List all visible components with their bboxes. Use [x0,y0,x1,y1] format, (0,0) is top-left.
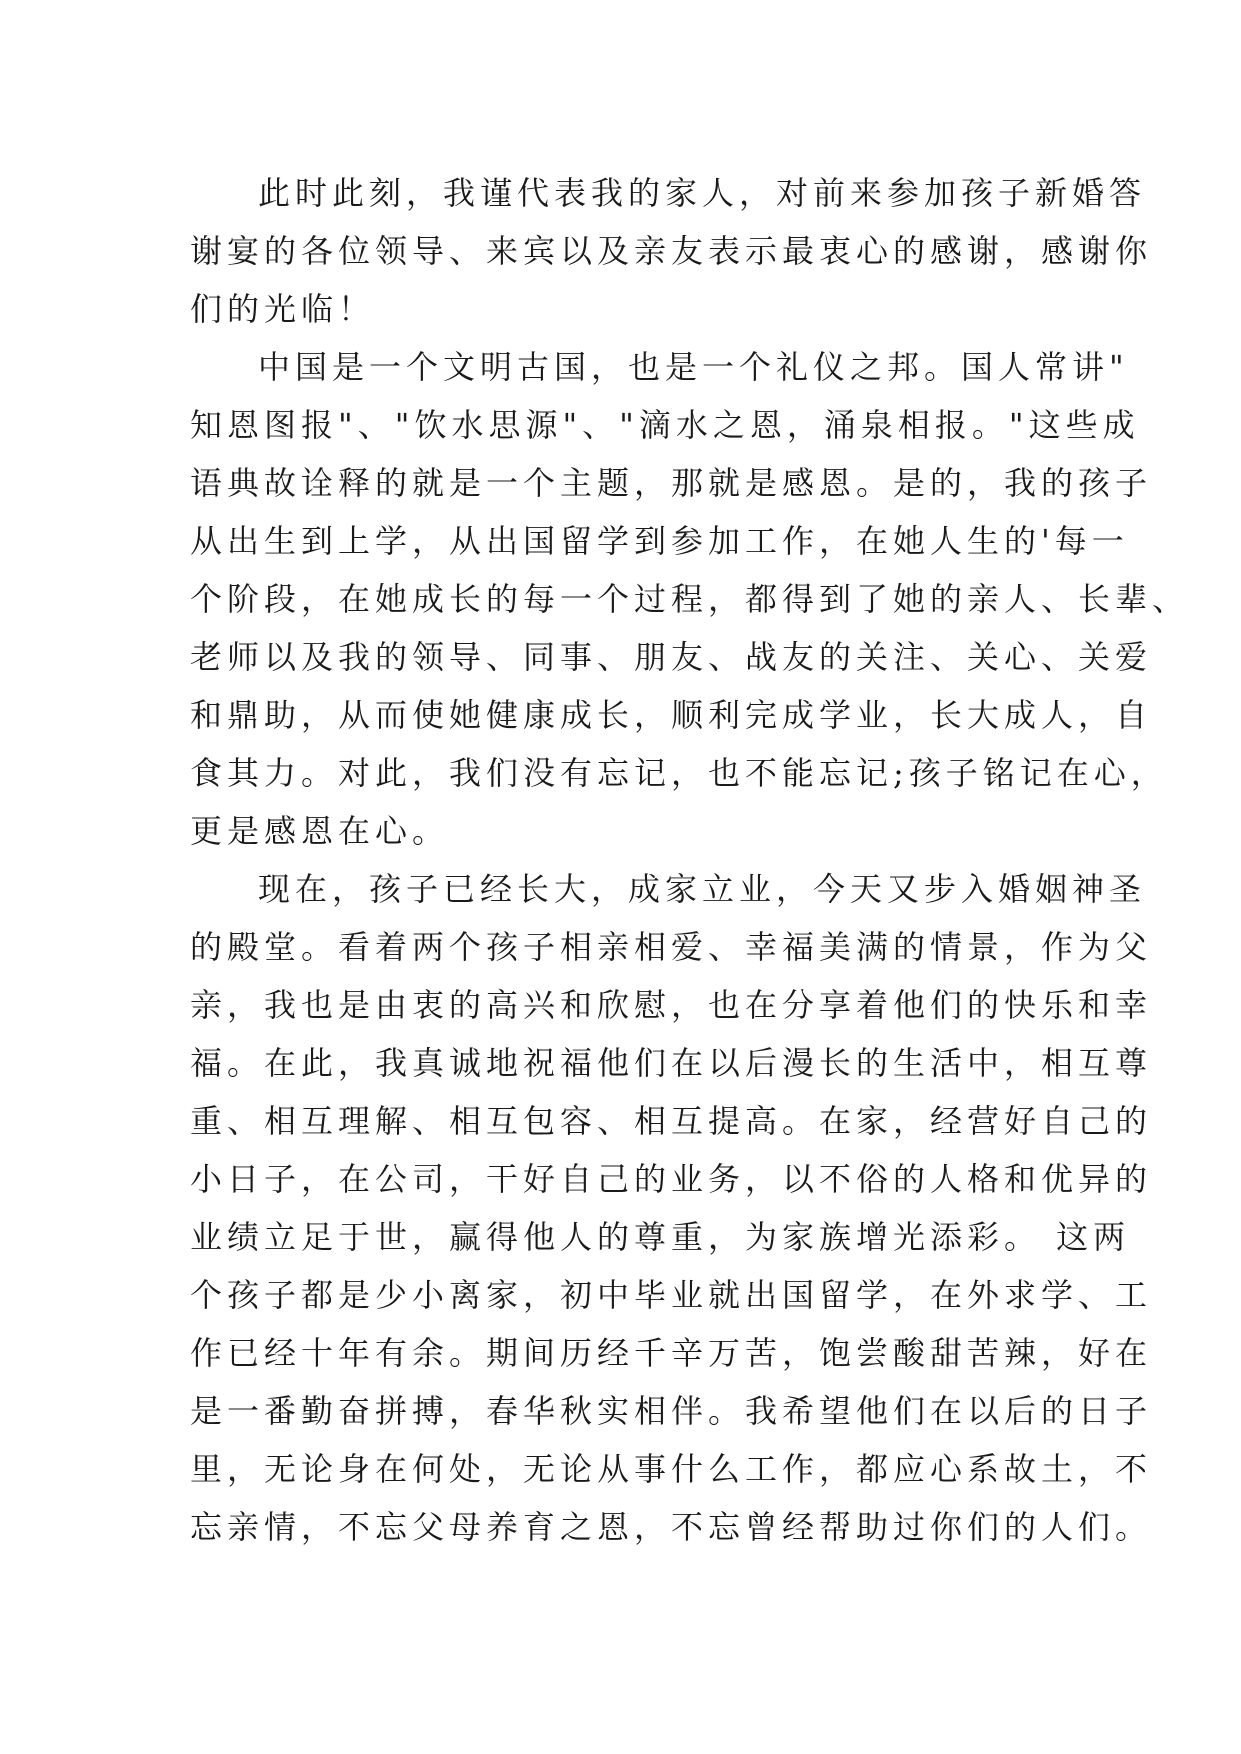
paragraph-gratitude-guests [190,164,1153,338]
text-line: 重、相互理解、相互包容、相互提高。在家，经营好自己的 [190,1102,1153,1140]
text-line: 老师以及我的领导、同事、朋友、战友的关注、关心、关爱 [190,638,1153,676]
text-line: 知恩图报"、"饮水思源"、"滴水之恩，涌泉相报。"这些成 [190,406,1140,444]
text-line: 个孩子都是少小离家，初中毕业就出国留学，在外求学、工 [190,1276,1153,1314]
text-line: 更是感恩在心。 [190,812,450,850]
paragraph-gratitude-culture [190,338,1190,860]
text-line: 此时此刻，我谨代表我的家人，对前来参加孩子新婚答 [258,174,1147,212]
text-line: 和鼎助，从而使她健康成长，顺利完成学业，长大成人，自 [190,696,1153,734]
text-line: 是一番勤奋拼搏，春华秋实相伴。我希望他们在以后的日子 [190,1392,1153,1430]
text-line: 食其力。对此，我们没有忘记，也不能忘记;孩子铭记在心， [190,754,1168,792]
text-line: 亲，我也是由衷的高兴和欣慰，也在分享着他们的快乐和幸 [190,986,1153,1024]
text-line: 从出生到上学，从出国留学到参加工作，在她人生的'每一 [190,522,1129,560]
paragraph-blessing [190,860,1153,1556]
text-line: 的殿堂。看着两个孩子相亲相爱、幸福美满的情景，作为父 [190,928,1153,966]
text-line: 忘亲情，不忘父母养育之恩，不忘曾经帮助过你们的人们。 [190,1508,1153,1546]
text-line: 现在，孩子已经长大，成家立业，今天又步入婚姻神圣 [258,870,1147,908]
text-line: 谢宴的各位领导、来宾以及亲友表示最衷心的感谢，感谢你 [190,232,1153,270]
text-line: 业绩立足于世，赢得他人的尊重，为家族增光添彩。 这两 [190,1218,1131,1256]
text-line: 语典故诠释的就是一个主题，那就是感恩。是的，我的孩子 [190,464,1153,502]
text-line: 作已经十年有余。期间历经千辛万苦，饱尝酸甜苦辣，好在 [190,1334,1153,1372]
text-line: 个阶段，在她成长的每一个过程，都得到了她的亲人、长辈、 [190,580,1190,618]
text-line: 中国是一个文明古国，也是一个礼仪之邦。国人常讲" [258,348,1129,386]
text-line: 小日子，在公司，干好自己的业务，以不俗的人格和优异的 [190,1160,1153,1198]
text-line: 福。在此，我真诚地祝福他们在以后漫长的生活中，相互尊 [190,1044,1153,1082]
text-line: 们的光临！ [190,290,376,328]
document-body [190,164,1190,1556]
text-line: 里，无论身在何处，无论从事什么工作，都应心系故土，不 [190,1450,1153,1488]
